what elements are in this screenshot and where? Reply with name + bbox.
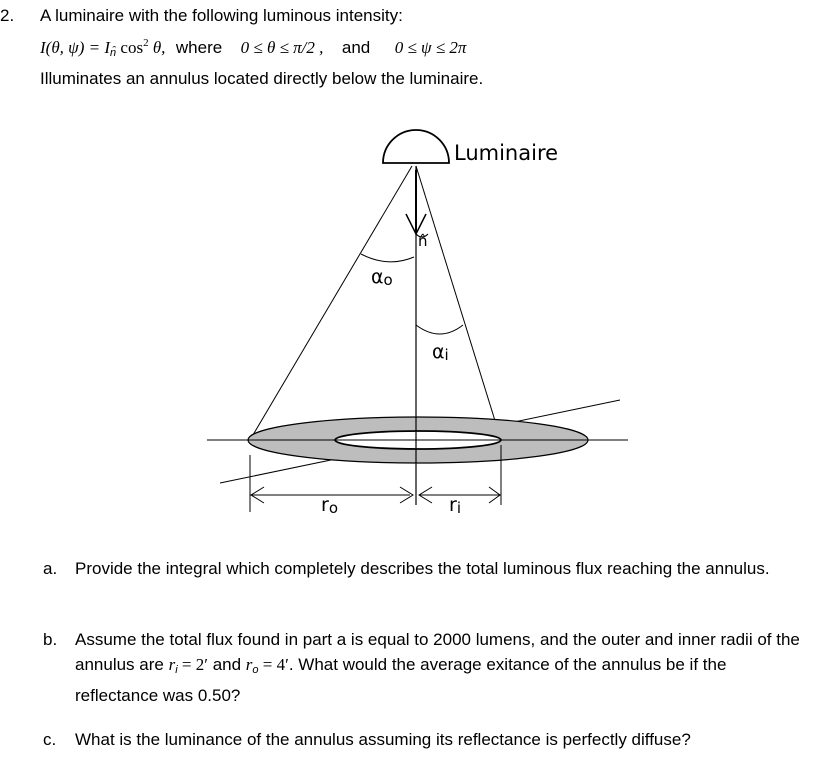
luminaire-dome-icon	[383, 130, 449, 163]
question-intro: A luminaire with the following luminous intensity:	[40, 6, 403, 25]
part-b	[43, 627, 813, 705]
alpha-o-label	[371, 266, 393, 289]
equation-cos: cos	[116, 38, 144, 57]
part-b-ri: r	[168, 655, 176, 674]
part-c	[43, 727, 813, 755]
part-b-ri-sub: i	[175, 664, 178, 676]
part-b-letter: b.	[43, 630, 58, 649]
part-b-ro-value: = 4′	[258, 655, 289, 674]
part-c-letter: c.	[43, 730, 57, 749]
ri-label	[449, 494, 461, 517]
alpha-i-subscript: i	[444, 346, 449, 364]
equation-subscript: n̂	[110, 47, 117, 59]
equation-where: where	[175, 38, 223, 57]
part-c-text: What is the luminance of the annulus assuming its reflectance is perfectly diffuse?	[75, 730, 691, 749]
ro-symbol: r	[321, 494, 329, 516]
inner-cone-line	[416, 166, 501, 440]
part-b-post: . What would the average exitance of the annulus be if the reflectance was 0.50?	[75, 655, 727, 705]
equation-and: and	[341, 38, 371, 57]
part-b-ro-sub: o	[252, 664, 259, 676]
part-a-text: Provide the integral which completely describes the total luminous flux reaching the annulus.	[75, 559, 770, 578]
equation-lhs: I(θ, ψ) = I	[40, 38, 111, 57]
equation-square: 2	[143, 37, 149, 49]
ro-subscript: o	[328, 499, 338, 517]
part-b-ri-value: = 2′	[177, 655, 208, 674]
question-line3: Illuminates an annulus located directly below the luminaire.	[40, 69, 484, 88]
ri-symbol: r	[449, 494, 457, 516]
outer-cone-line	[250, 166, 412, 440]
normal-label: n̂	[418, 232, 428, 250]
alpha-o-subscript: o	[383, 271, 393, 289]
part-a-letter: a.	[43, 559, 58, 578]
question-number: 2.	[0, 6, 15, 25]
alpha-i-symbol: α	[432, 341, 445, 363]
alpha-i-arc	[416, 325, 463, 334]
alpha-o-symbol: α	[371, 266, 384, 288]
part-b-text	[75, 627, 805, 708]
equation-theta: θ,	[148, 38, 166, 57]
ro-label	[321, 494, 338, 517]
part-b-ro: r	[245, 655, 253, 674]
alpha-o-arc	[361, 254, 414, 262]
part-a	[43, 556, 813, 606]
alpha-i-label	[432, 341, 449, 364]
ri-subscript: i	[456, 499, 461, 517]
part-b-pre: Assume the total flux found in part a is equal to 2000 lumens, and the outer and inner radii of the annulus are	[75, 630, 800, 674]
equation-range-psi: 0 ≤ ψ ≤ 2π	[394, 38, 467, 57]
luminaire-label: Luminaire	[454, 141, 559, 165]
part-b-mid: and	[207, 655, 246, 674]
equation-range-theta: 0 ≤ θ ≤ π/2 ,	[240, 38, 324, 57]
